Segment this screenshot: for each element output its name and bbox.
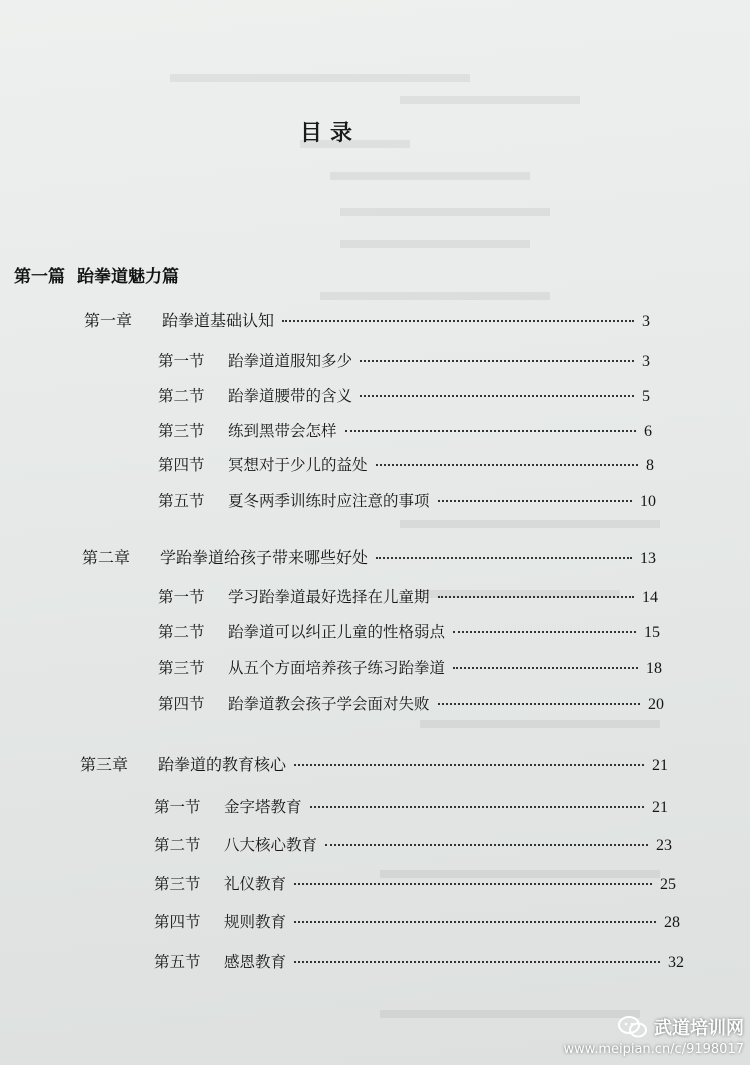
section-title: 练到黑带会怎样 bbox=[228, 422, 337, 440]
section-number: 第四节 bbox=[158, 456, 205, 474]
watermark bbox=[563, 1014, 744, 1057]
chapter-number: 第一章 bbox=[84, 311, 133, 330]
toc-chapter-1[interactable] bbox=[84, 308, 650, 331]
dot-leader bbox=[438, 500, 632, 502]
toc-chapter-2[interactable] bbox=[82, 545, 656, 568]
toc-section[interactable] bbox=[158, 585, 658, 607]
dot-leader bbox=[282, 320, 634, 322]
dot-leader bbox=[438, 703, 640, 705]
dot-leader bbox=[294, 961, 660, 963]
page-number: 32 bbox=[668, 954, 684, 971]
section-title: 夏冬两季训练时应注意的事项 bbox=[228, 492, 430, 510]
dot-leader bbox=[453, 631, 636, 633]
toc-chapter-3[interactable] bbox=[80, 752, 668, 775]
dot-leader bbox=[376, 557, 632, 559]
bleed-through-line bbox=[340, 240, 530, 248]
dot-leader bbox=[376, 464, 638, 466]
chapter-title: 跆拳道基础认知 bbox=[162, 311, 275, 330]
part-number: 第一篇 bbox=[14, 267, 65, 287]
chapter-title: 跆拳道的教育核心 bbox=[158, 755, 287, 774]
page-number: 13 bbox=[640, 550, 656, 567]
dot-leader bbox=[310, 806, 644, 808]
section-title: 冥想对于少儿的益处 bbox=[228, 456, 368, 474]
page-number: 18 bbox=[646, 660, 662, 677]
bleed-through-line bbox=[320, 292, 550, 300]
dot-leader bbox=[294, 764, 644, 766]
dot-leader bbox=[345, 430, 636, 432]
dot-leader bbox=[294, 921, 656, 923]
dot-leader bbox=[360, 360, 634, 362]
page-number: 3 bbox=[642, 313, 650, 330]
bleed-through-line bbox=[400, 96, 580, 104]
section-number: 第四节 bbox=[158, 695, 205, 713]
section-number: 第五节 bbox=[158, 492, 205, 510]
section-number: 第二节 bbox=[158, 387, 205, 405]
toc-section[interactable] bbox=[158, 620, 660, 642]
dot-leader bbox=[360, 395, 634, 397]
section-number: 第三节 bbox=[154, 875, 201, 893]
watermark-brand-text: 武道培训网 bbox=[654, 1018, 744, 1039]
toc-section[interactable] bbox=[158, 489, 656, 511]
section-number: 第三节 bbox=[158, 659, 205, 677]
page-number: 8 bbox=[646, 457, 654, 474]
page-number: 21 bbox=[652, 799, 668, 816]
toc-section[interactable] bbox=[158, 692, 664, 714]
toc-section[interactable] bbox=[158, 656, 662, 678]
watermark-url: www.meipian.cn/c/9198017 bbox=[563, 1042, 744, 1057]
toc-section[interactable] bbox=[154, 872, 676, 894]
toc-section[interactable] bbox=[154, 833, 672, 855]
section-title: 跆拳道腰带的含义 bbox=[228, 387, 353, 405]
dot-leader bbox=[453, 667, 638, 669]
section-title: 跆拳道道服知多少 bbox=[228, 352, 353, 370]
dot-leader bbox=[438, 596, 634, 598]
toc-section[interactable] bbox=[158, 453, 654, 475]
toc-section[interactable] bbox=[158, 349, 650, 371]
bleed-through-line bbox=[400, 520, 660, 528]
watermark-brand bbox=[563, 1014, 744, 1040]
section-title: 跆拳道可以纠正儿童的性格弱点 bbox=[228, 623, 446, 641]
page-number: 10 bbox=[640, 493, 656, 510]
section-number: 第一节 bbox=[154, 798, 201, 816]
part-name: 跆拳道魅力篇 bbox=[77, 267, 179, 287]
page-number: 5 bbox=[642, 388, 650, 405]
section-number: 第五节 bbox=[154, 953, 201, 971]
section-title: 礼仪教育 bbox=[224, 875, 287, 893]
section-title: 规则教育 bbox=[224, 913, 287, 931]
section-number: 第二节 bbox=[158, 623, 205, 641]
page-number: 21 bbox=[652, 757, 668, 774]
page-number: 28 bbox=[664, 914, 680, 931]
bleed-through-line bbox=[330, 172, 530, 180]
section-title: 感恩教育 bbox=[224, 953, 287, 971]
chapter-number: 第三章 bbox=[80, 755, 129, 774]
section-number: 第二节 bbox=[154, 836, 201, 854]
bleed-through-line bbox=[420, 720, 660, 728]
section-title: 金字塔教育 bbox=[224, 798, 302, 816]
toc-section[interactable] bbox=[154, 910, 680, 932]
page-number: 15 bbox=[644, 624, 660, 641]
section-number: 第四节 bbox=[154, 913, 201, 931]
page-number: 14 bbox=[642, 589, 658, 606]
bleed-through-line bbox=[170, 74, 470, 82]
toc-section[interactable] bbox=[158, 384, 650, 406]
section-title: 从五个方面培养孩子练习跆拳道 bbox=[228, 659, 446, 677]
chapter-number: 第二章 bbox=[82, 548, 131, 567]
page-number: 23 bbox=[656, 837, 672, 854]
page-title: 目录 bbox=[300, 120, 361, 146]
section-number: 第三节 bbox=[158, 422, 205, 440]
section-title: 跆拳道教会孩子学会面对失败 bbox=[228, 695, 430, 713]
dot-leader bbox=[294, 883, 652, 885]
page-number: 25 bbox=[660, 876, 676, 893]
toc-section[interactable] bbox=[158, 419, 652, 441]
section-title: 八大核心教育 bbox=[224, 836, 318, 854]
chat-bubbles-icon bbox=[618, 1015, 648, 1039]
toc-section[interactable] bbox=[154, 795, 668, 817]
bleed-through-line bbox=[340, 208, 550, 216]
dot-leader bbox=[325, 844, 648, 846]
toc-section[interactable] bbox=[154, 950, 684, 972]
section-number: 第一节 bbox=[158, 352, 205, 370]
section-title: 学习跆拳道最好选择在儿童期 bbox=[228, 588, 430, 606]
part-heading bbox=[14, 262, 179, 287]
page-number: 3 bbox=[642, 353, 650, 370]
page-number: 20 bbox=[648, 696, 664, 713]
chapter-title: 学跆拳道给孩子带来哪些好处 bbox=[160, 548, 369, 567]
page-number: 6 bbox=[644, 423, 652, 440]
section-number: 第一节 bbox=[158, 588, 205, 606]
